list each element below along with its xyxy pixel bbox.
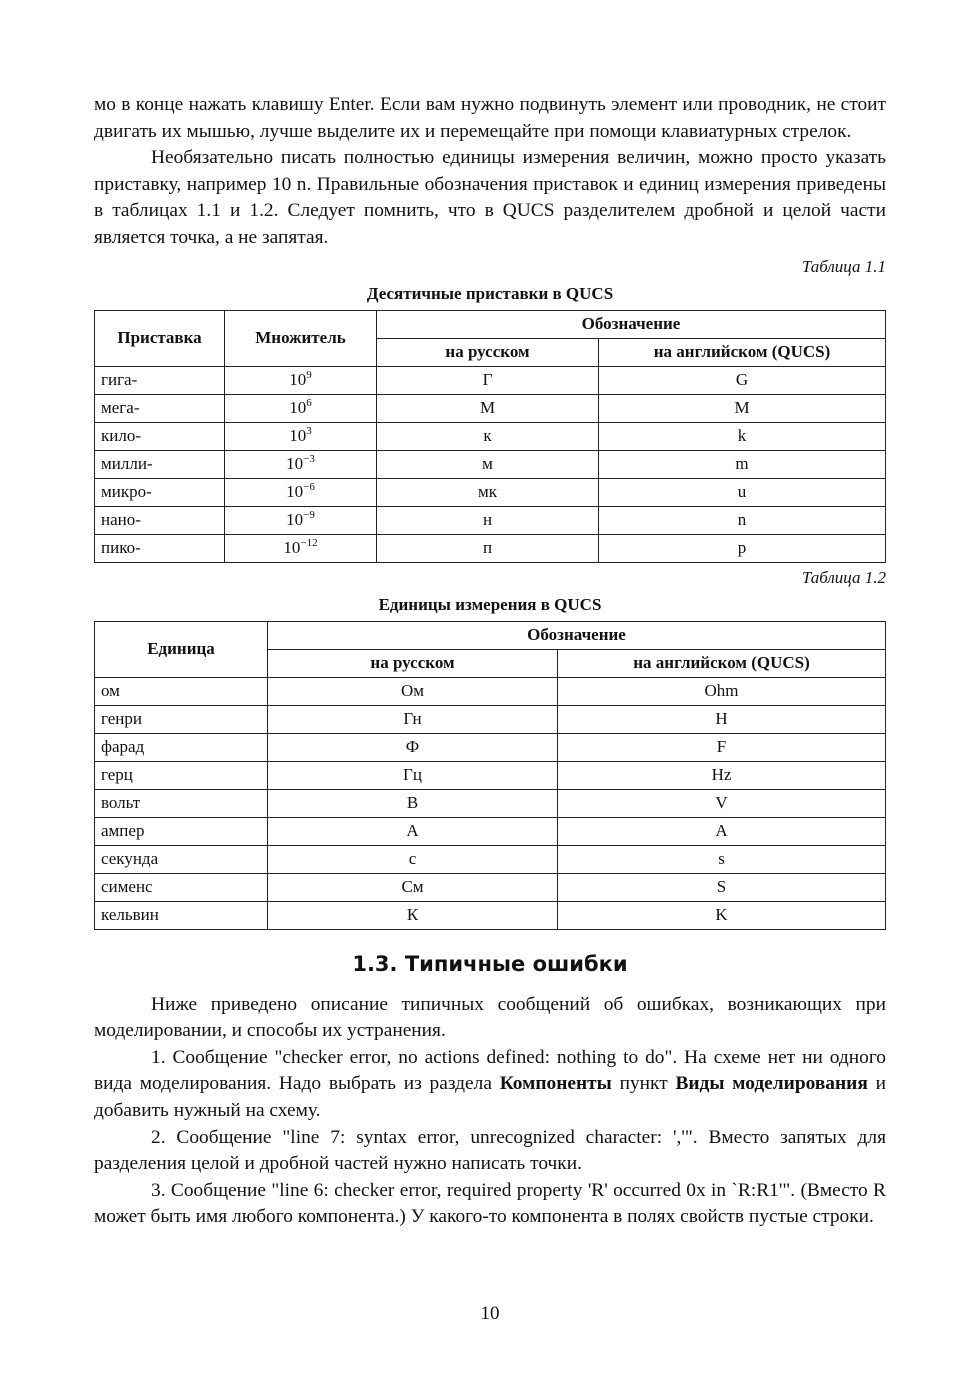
unit-cell: сименс xyxy=(95,873,268,901)
ru-symbol-cell: А xyxy=(268,817,558,845)
unit-table xyxy=(94,621,886,930)
ru-symbol-cell: мк xyxy=(377,478,599,506)
prefix-cell: мега- xyxy=(95,394,225,422)
ru-symbol-cell: к xyxy=(377,422,599,450)
header-ru: на русском xyxy=(377,338,599,366)
errors-intro: Ниже приведено описание типичных сообщений об ошибках, возникающих при моделировании, и способы их устранения. xyxy=(94,993,886,1042)
header-designation: Обозначение xyxy=(377,310,886,338)
table-row xyxy=(95,478,886,506)
prefix-cell: гига- xyxy=(95,366,225,394)
ru-symbol-cell: Гц xyxy=(268,761,558,789)
multiplier-cell xyxy=(225,478,377,506)
page-number: 10 xyxy=(480,1303,500,1324)
multiplier-exponent: 6 xyxy=(306,397,312,410)
table-row xyxy=(95,677,886,705)
unit-table-body xyxy=(95,677,886,929)
table-row xyxy=(95,366,886,394)
ru-symbol-cell: К xyxy=(268,901,558,929)
error-1-text: 1. Сообщение "checker error, no actions defined: nothing to do". На схеме нет ни одного вида моделирования. Надо выбрать из раздела xyxy=(94,1046,886,1095)
table-row xyxy=(95,845,886,873)
table-row xyxy=(95,422,886,450)
table-row xyxy=(95,534,886,562)
ru-symbol-cell: Г xyxy=(377,366,599,394)
error-1-bold-simulations: Виды моделирования xyxy=(675,1073,868,1095)
multiplier-cell xyxy=(225,366,377,394)
en-symbol-cell: Hz xyxy=(558,761,886,789)
table-row xyxy=(95,873,886,901)
section-title: Типичные ошибки xyxy=(404,951,628,976)
table2-title: Единицы измерения в QUCS xyxy=(378,594,602,614)
prefix-table xyxy=(94,310,886,563)
ru-symbol-cell: Гн xyxy=(268,705,558,733)
table-row xyxy=(95,705,886,733)
ru-symbol-cell: См xyxy=(268,873,558,901)
error-item-2: 2. Сообщение "line 7: syntax error, unrecognized character: ','". Вместо запятых для разделения целой и дробной частей нужно написать точки. xyxy=(94,1126,886,1175)
en-symbol-cell: s xyxy=(558,845,886,873)
multiplier-base: 10 xyxy=(286,454,304,474)
multiplier-exponent: −12 xyxy=(300,537,318,550)
multiplier-cell xyxy=(225,450,377,478)
table-row xyxy=(95,450,886,478)
table1-title: Десятичные приставки в QUCS xyxy=(366,283,614,303)
en-symbol-cell: F xyxy=(558,733,886,761)
header-en: на английском (QUCS) xyxy=(599,338,886,366)
unit-cell: вольт xyxy=(95,789,268,817)
multiplier-exponent: 9 xyxy=(306,369,312,382)
prefix-table-body xyxy=(95,366,886,562)
multiplier-base: 10 xyxy=(289,398,307,418)
ru-symbol-cell: В xyxy=(268,789,558,817)
en-symbol-cell: G xyxy=(599,366,886,394)
en-symbol-cell: A xyxy=(558,817,886,845)
multiplier-cell xyxy=(225,506,377,534)
en-symbol-cell: K xyxy=(558,901,886,929)
en-symbol-cell: k xyxy=(599,422,886,450)
error-1-text-3: и добавить нужный на схему. xyxy=(94,1073,886,1121)
ru-symbol-cell: М xyxy=(377,394,599,422)
prefix-cell: нано- xyxy=(95,506,225,534)
multiplier-exponent: −6 xyxy=(303,481,315,494)
document-page xyxy=(94,92,886,1231)
en-symbol-cell: M xyxy=(599,394,886,422)
unit-cell: ом xyxy=(95,677,268,705)
ru-symbol-cell: м xyxy=(377,450,599,478)
multiplier-cell xyxy=(225,422,377,450)
table-row xyxy=(95,901,886,929)
header-unit: Единица xyxy=(95,621,268,677)
table1-caption: Таблица 1.1 xyxy=(801,256,886,276)
multiplier-base: 10 xyxy=(286,482,304,502)
unit-cell: генри xyxy=(95,705,268,733)
prefix-cell: пико- xyxy=(95,534,225,562)
ru-symbol-cell: Ом xyxy=(268,677,558,705)
en-symbol-cell: n xyxy=(599,506,886,534)
error-1-text-2: пункт xyxy=(611,1073,676,1095)
unit-cell: секунда xyxy=(95,845,268,873)
error-item-1 xyxy=(94,1045,886,1125)
unit-cell: фарад xyxy=(95,733,268,761)
prefix-cell: кило- xyxy=(95,422,225,450)
en-symbol-cell: m xyxy=(599,450,886,478)
multiplier-base: 10 xyxy=(289,426,307,446)
table-row xyxy=(95,394,886,422)
multiplier-base: 10 xyxy=(283,538,301,558)
unit-cell: ампер xyxy=(95,817,268,845)
ru-symbol-cell: с xyxy=(268,845,558,873)
multiplier-exponent: −9 xyxy=(303,509,315,522)
paragraph-1: мо в конце нажать клавишу Enter. Если вам нужно подвинуть элемент или проводник, не стоит двигать их мышью, лучше выделите их и перемещайте при помощи клавиатурных стрелок. xyxy=(94,94,886,142)
table-row xyxy=(95,733,886,761)
ru-symbol-cell: н xyxy=(377,506,599,534)
paragraph-2: Необязательно писать полностью единицы измерения величин, можно просто указать приставку, например 10 n. Правильные обозначения приставок и единиц измерения приведены в таблицах 1.1 и 1.2. Следует помнить, что в QUCS разделителем дробной и целой части является точка, а не запятая. xyxy=(94,147,886,248)
multiplier-cell xyxy=(225,394,377,422)
prefix-cell: милли- xyxy=(95,450,225,478)
table-row xyxy=(95,817,886,845)
header-designation: Обозначение xyxy=(268,621,886,649)
multiplier-base: 10 xyxy=(286,510,304,530)
error-1-bold-components: Компоненты xyxy=(499,1073,612,1095)
en-symbol-cell: S xyxy=(558,873,886,901)
prefix-cell: микро- xyxy=(95,478,225,506)
multiplier-base: 10 xyxy=(289,370,307,390)
table-row xyxy=(95,789,886,817)
ru-symbol-cell: п xyxy=(377,534,599,562)
multiplier-exponent: −3 xyxy=(303,453,315,466)
en-symbol-cell: H xyxy=(558,705,886,733)
header-multiplier: Множитель xyxy=(225,310,377,366)
en-symbol-cell: p xyxy=(599,534,886,562)
header-prefix: Приставка xyxy=(95,310,225,366)
section-number: 1.3. xyxy=(352,951,398,976)
table2-caption: Таблица 1.2 xyxy=(801,567,886,587)
en-symbol-cell: V xyxy=(558,789,886,817)
error-item-3: 3. Сообщение "line 6: checker error, required property 'R' occurred 0x in `R:R1'". (Вместо R может быть имя любого компонента.) У какого-то компонента в полях свойств пустые строки. xyxy=(94,1179,886,1228)
unit-cell: герц xyxy=(95,761,268,789)
table-row xyxy=(95,761,886,789)
unit-cell: кельвин xyxy=(95,901,268,929)
header-en: на английском (QUCS) xyxy=(558,649,886,677)
section-heading xyxy=(94,950,886,978)
en-symbol-cell: u xyxy=(599,478,886,506)
multiplier-cell xyxy=(225,534,377,562)
multiplier-exponent: 3 xyxy=(306,425,312,438)
table-row xyxy=(95,506,886,534)
header-ru: на русском xyxy=(268,649,558,677)
ru-symbol-cell: Ф xyxy=(268,733,558,761)
en-symbol-cell: Ohm xyxy=(558,677,886,705)
